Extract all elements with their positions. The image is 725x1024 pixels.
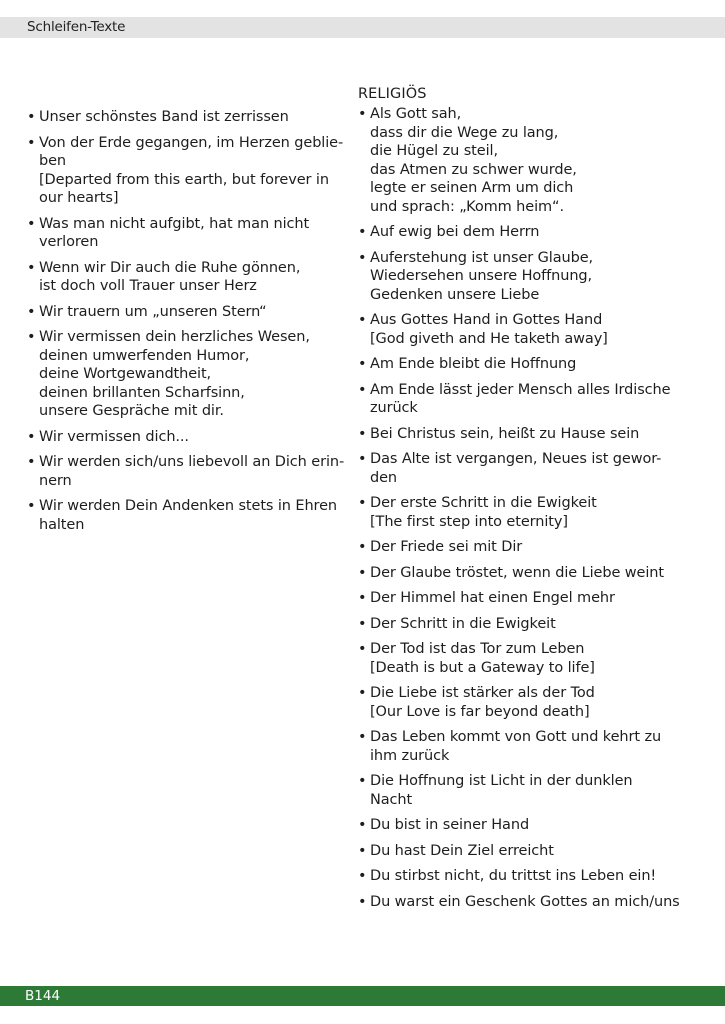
- list-item-line: Bei Christus sein, heißt zu Hause sein: [370, 425, 640, 442]
- left-column: [27, 108, 347, 541]
- list-item-line: Der Glaube tröstet, wenn die Liebe weint: [370, 564, 664, 581]
- list-item: [358, 589, 703, 608]
- list-item-line: Als Gott sah,: [370, 106, 462, 122]
- header-bar: [0, 17, 725, 38]
- list-item-line: Der Tod ist das Tor zum Leben: [370, 641, 585, 657]
- list-item-line: Von der Erde gegangen, im Herzen geblie-: [39, 134, 344, 151]
- list-item-line: die Hügel zu steil,: [370, 143, 498, 159]
- list-item: [358, 564, 703, 583]
- bullet-icon: •: [358, 539, 367, 555]
- list-item-line: [The first step into eternity]: [370, 513, 568, 530]
- list-item-line: Du bist in seiner Hand: [370, 817, 530, 833]
- list-item-line: Das Alte ist vergangen, Neues ist gewor-: [370, 451, 662, 467]
- list-item-line: Auf ewig bei dem Herrn: [370, 224, 540, 240]
- list-item: [358, 615, 703, 634]
- list-item: [358, 816, 703, 835]
- list-item-line: Unser schönstes Band ist zerrissen: [39, 109, 289, 125]
- bullet-icon: •: [358, 425, 367, 442]
- list-item-line: Gedenken unsere Liebe: [370, 286, 540, 303]
- list-item-line: halten: [39, 516, 85, 533]
- list-item-line: Wir werden Dein Andenken stets in Ehren: [39, 498, 338, 514]
- list-item: [358, 893, 703, 912]
- list-item-line: Wiedersehen unsere Hoffnung,: [370, 268, 593, 284]
- bullet-icon: •: [358, 893, 367, 910]
- list-item: [358, 728, 703, 765]
- list-item-line: Wenn wir Dir auch die Ruhe gönnen,: [39, 259, 301, 276]
- list-item-line: Der Himmel hat einen Engel mehr: [370, 590, 615, 606]
- list-item: [358, 772, 703, 809]
- bullet-icon: •: [358, 868, 367, 884]
- bullet-icon: •: [358, 564, 367, 581]
- list-item-line: zurück: [370, 400, 418, 416]
- bullet-icon: •: [358, 495, 367, 511]
- list-item-line: Der erste Schritt in die Ewigkeit: [370, 495, 597, 511]
- list-item-line: Du stirbst nicht, du trittst ins Leben ein!: [370, 868, 657, 884]
- right-column: [358, 83, 703, 918]
- list-item: [358, 450, 703, 487]
- bullet-icon: •: [358, 249, 367, 266]
- bullet-icon: •: [358, 356, 367, 372]
- list-item-line: Am Ende bleibt die Hoffnung: [370, 356, 577, 372]
- list-item-line: ist doch voll Trauer unser Herz: [39, 278, 257, 294]
- page-header-title: Schleifen-Texte: [27, 19, 126, 35]
- list-item: [358, 425, 703, 444]
- list-item: [358, 355, 703, 374]
- list-item-line: [Our Love is far beyond death]: [370, 703, 590, 720]
- bullet-icon: •: [358, 685, 367, 701]
- list-item: [358, 381, 703, 418]
- list-item-line: Was man nicht aufgibt, hat man nicht: [39, 215, 310, 232]
- list-item: [358, 640, 703, 677]
- list-item-line: verloren: [39, 234, 99, 250]
- left-item-list: [27, 108, 347, 534]
- bullet-icon: •: [358, 842, 367, 859]
- list-item-line: Wir werden sich/uns liebevoll an Dich erin-: [39, 454, 345, 470]
- bullet-icon: •: [27, 134, 36, 151]
- bullet-icon: •: [358, 729, 367, 745]
- bullet-icon: •: [27, 215, 36, 232]
- list-item: [358, 494, 703, 531]
- bullet-icon: •: [358, 615, 367, 632]
- list-item-line: deinen brillanten Scharfsinn,: [39, 384, 245, 401]
- bullet-icon: •: [358, 224, 367, 240]
- list-item: [358, 684, 703, 721]
- list-item: [358, 223, 703, 242]
- bullet-icon: •: [358, 312, 367, 328]
- right-item-list: [358, 105, 703, 911]
- list-item: [27, 303, 347, 322]
- list-item-line: [Departed from this earth, but forever in: [39, 171, 329, 188]
- bullet-icon: •: [358, 590, 367, 606]
- list-item: [27, 428, 347, 447]
- list-item-line: Aus Gottes Hand in Gottes Hand: [370, 312, 603, 328]
- list-item: [27, 453, 347, 490]
- bullet-icon: •: [27, 303, 36, 320]
- list-item-line: und sprach: „Komm heim“.: [370, 198, 564, 215]
- list-item: [358, 538, 703, 557]
- list-item: [358, 249, 703, 305]
- bullet-icon: •: [358, 106, 367, 122]
- list-item-line: deine Wortgewandtheit,: [39, 366, 212, 382]
- list-item-line: Wir trauern um „unseren Stern“: [39, 303, 267, 320]
- list-item-line: Du warst ein Geschenk Gottes an mich/uns: [370, 893, 680, 910]
- list-item-line: den: [370, 469, 398, 486]
- list-item-line: Der Friede sei mit Dir: [370, 539, 523, 555]
- list-item-line: Das Leben kommt von Gott und kehrt zu: [370, 729, 662, 745]
- list-item: [358, 867, 703, 886]
- list-item-line: ihm zurück: [370, 747, 450, 764]
- list-item-line: deinen umwerfenden Humor,: [39, 347, 250, 364]
- bullet-icon: •: [27, 428, 36, 445]
- page-number: B144: [25, 988, 61, 1004]
- list-item-line: our hearts]: [39, 190, 119, 206]
- section-heading-religioes: RELIGIÖS: [358, 86, 427, 102]
- list-item-line: [God giveth and He taketh away]: [370, 330, 608, 347]
- list-item-line: dass dir die Wege zu lang,: [370, 124, 559, 141]
- bullet-icon: •: [358, 817, 367, 833]
- list-item: [27, 215, 347, 252]
- list-item: [27, 259, 347, 296]
- list-item-line: ben: [39, 153, 67, 169]
- bullet-icon: •: [358, 381, 367, 398]
- bullet-icon: •: [358, 451, 367, 467]
- list-item-line: unsere Gespräche mit dir.: [39, 403, 224, 419]
- list-item-line: Die Hoffnung ist Licht in der dunklen: [370, 773, 633, 789]
- list-item-line: das Atmen zu schwer wurde,: [370, 161, 577, 178]
- bullet-icon: •: [27, 259, 36, 276]
- bullet-icon: •: [358, 641, 367, 657]
- list-item-line: Der Schritt in die Ewigkeit: [370, 615, 556, 632]
- bullet-icon: •: [358, 773, 367, 789]
- list-item: [27, 497, 347, 534]
- list-item: [27, 328, 347, 421]
- bullet-icon: •: [27, 329, 36, 345]
- list-item-line: Auferstehung ist unser Glaube,: [370, 249, 594, 266]
- list-item-line: Am Ende lässt jeder Mensch alles Irdische: [370, 381, 671, 398]
- list-item: [27, 108, 347, 127]
- list-item-line: [Death is but a Gateway to life]: [370, 659, 595, 676]
- footer-bar: [0, 986, 725, 1006]
- list-item: [358, 105, 703, 216]
- list-item-line: legte er seinen Arm um dich: [370, 180, 574, 196]
- list-item: [27, 134, 347, 208]
- list-item-line: Du hast Dein Ziel erreicht: [370, 842, 554, 859]
- list-item-line: Wir vermissen dich...: [39, 428, 189, 445]
- list-item: [358, 311, 703, 348]
- bullet-icon: •: [27, 498, 36, 514]
- bullet-icon: •: [27, 454, 36, 470]
- list-item-line: Wir vermissen dein herzliches Wesen,: [39, 329, 310, 345]
- bullet-icon: •: [27, 109, 36, 125]
- list-item-line: nern: [39, 472, 72, 489]
- list-item-line: Die Liebe ist stärker als der Tod: [370, 685, 595, 701]
- list-item: [358, 842, 703, 861]
- list-item-line: Nacht: [370, 791, 413, 808]
